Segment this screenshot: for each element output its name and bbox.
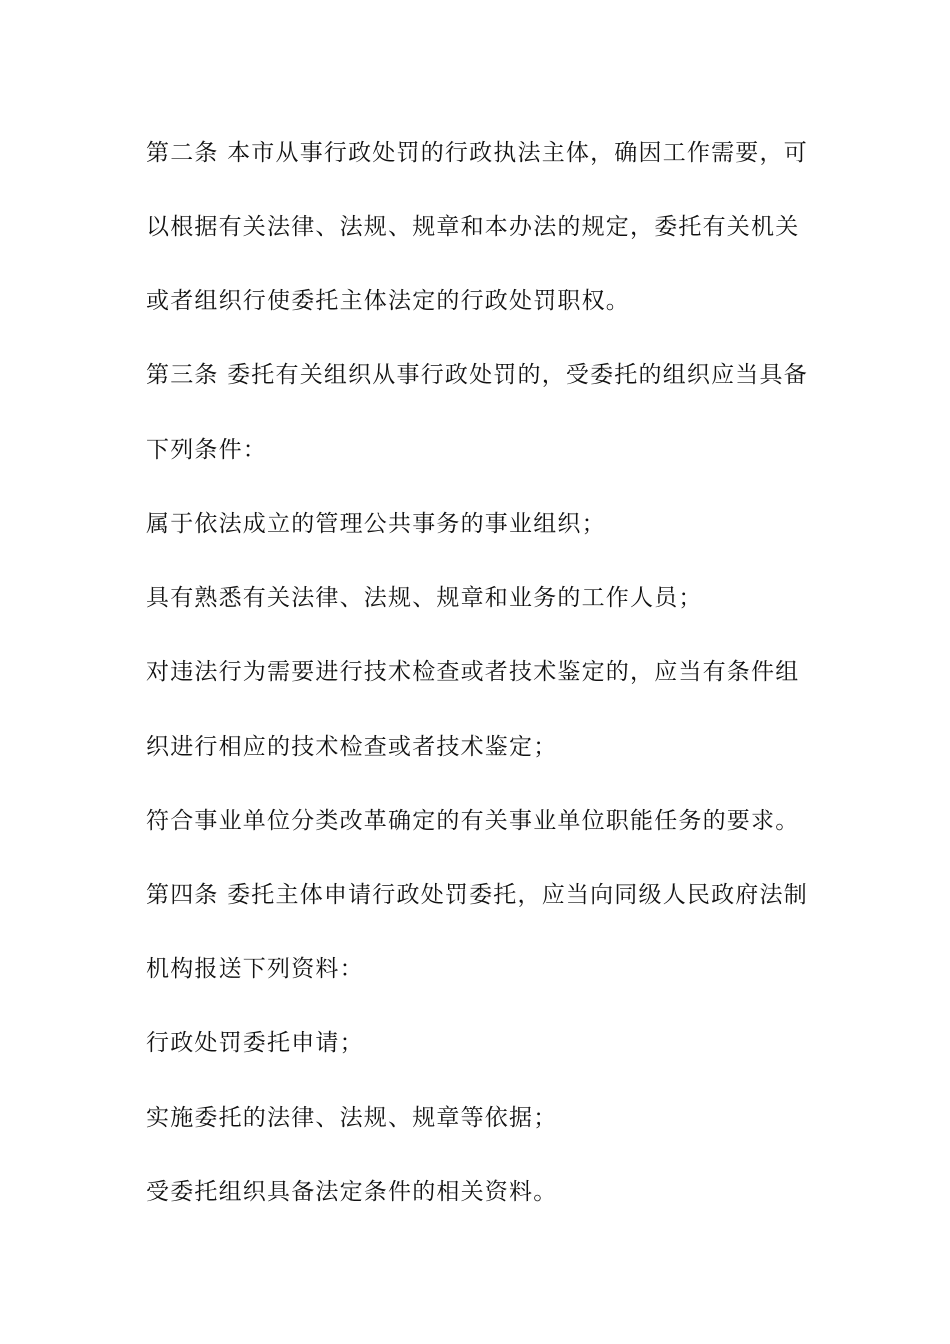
article-4-line-1: 第四条 委托主体申请行政处罚委托，应当向同级人民政府法制	[146, 882, 808, 908]
material-item-1: 行政处罚委托申请；	[146, 1030, 364, 1056]
article-2-line-1: 第二条 本市从事行政处罚的行政执法主体，确因工作需要，可	[146, 140, 808, 166]
article-2-line-2: 以根据有关法律、法规、规章和本办法的规定，委托有关机关	[146, 214, 800, 240]
article-3-line-1: 第三条 委托有关组织从事行政处罚的，受委托的组织应当具备	[146, 362, 808, 388]
material-item-2: 实施委托的法律、法规、规章等依据；	[146, 1105, 558, 1131]
article-4-line-2: 机构报送下列资料：	[146, 956, 364, 982]
material-item-3: 受委托组织具备法定条件的相关资料。	[146, 1179, 558, 1205]
article-2-line-3: 或者组织行使委托主体法定的行政处罚职权。	[146, 288, 630, 314]
condition-item-3-line-1: 对违法行为需要进行技术检查或者技术鉴定的，应当有条件组	[146, 659, 800, 685]
condition-item-1: 属于依法成立的管理公共事务的事业组织；	[146, 511, 606, 537]
condition-item-2: 具有熟悉有关法律、法规、规章和业务的工作人员；	[146, 585, 703, 611]
condition-item-4: 符合事业单位分类改革确定的有关事业单位职能任务的要求。	[146, 808, 800, 834]
article-3-line-2: 下列条件：	[146, 437, 267, 463]
condition-item-3-line-2: 织进行相应的技术检查或者技术鉴定；	[146, 734, 558, 760]
